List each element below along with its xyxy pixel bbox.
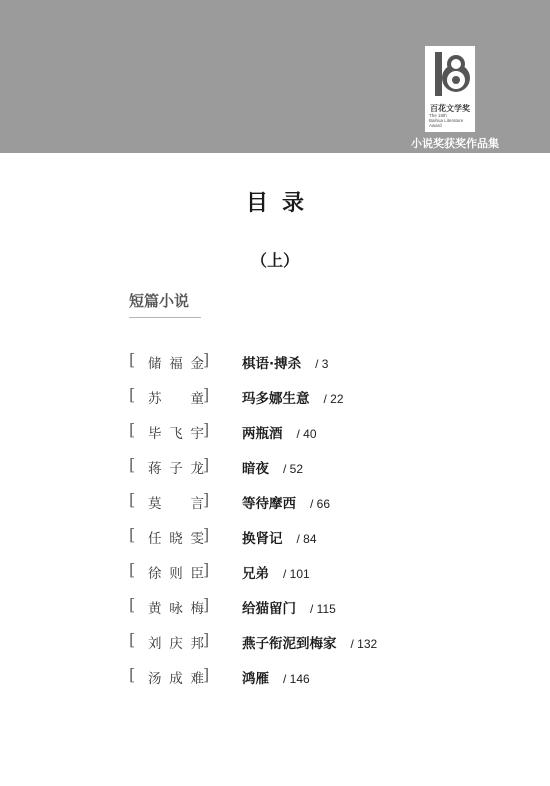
author-name: 储福金 xyxy=(148,356,204,372)
bracket-left: [ xyxy=(129,455,136,474)
award-logo-graphic xyxy=(425,46,475,102)
bracket-left: [ xyxy=(129,560,136,579)
bracket-right: ] xyxy=(203,525,210,544)
bracket-right: ] xyxy=(203,385,210,404)
story-title-line xyxy=(242,422,317,442)
story-title: 棋语·搏杀 xyxy=(242,356,302,372)
page-number: / 101 xyxy=(283,567,310,581)
story-title-line xyxy=(242,457,303,477)
award-logo xyxy=(425,46,475,132)
author-name: 毕飞宇 xyxy=(148,426,204,442)
story-title-line xyxy=(242,387,344,407)
author-name: 莫言 xyxy=(148,496,204,512)
story-title: 两瓶酒 xyxy=(242,426,283,442)
bracket-left: [ xyxy=(129,490,136,509)
page-number: / 52 xyxy=(283,462,304,476)
author-name: 刘庆邦 xyxy=(148,636,204,652)
story-title-line xyxy=(242,352,328,372)
bracket-right: ] xyxy=(203,665,210,684)
story-title: 换肾记 xyxy=(242,531,283,547)
page-number: / 146 xyxy=(283,672,310,686)
bracket-right: ] xyxy=(203,490,210,509)
toc-entry[interactable] xyxy=(0,626,550,661)
section-heading: 短篇小说 xyxy=(129,290,201,318)
author-name: 任晓雯 xyxy=(148,531,204,547)
bracket-right: ] xyxy=(203,630,210,649)
page-number: / 132 xyxy=(350,637,378,651)
story-title-line xyxy=(242,597,336,617)
volume-label: （上） xyxy=(250,251,299,270)
story-title-line xyxy=(242,492,330,512)
story-title: 等待摩西 xyxy=(242,496,296,512)
author-name: 苏童 xyxy=(148,391,204,407)
story-title: 玛多娜生意 xyxy=(242,391,310,407)
bracket-right: ] xyxy=(203,560,210,579)
bracket-left: [ xyxy=(129,665,136,684)
award-name-zh: 百花文学奖 xyxy=(430,104,470,113)
header-band xyxy=(0,0,550,153)
toc-entry[interactable] xyxy=(0,416,550,451)
bracket-left: [ xyxy=(129,595,136,614)
author-name: 蒋子龙 xyxy=(148,461,204,477)
bracket-left: [ xyxy=(129,630,136,649)
bracket-left: [ xyxy=(129,525,136,544)
bracket-left: [ xyxy=(129,420,136,439)
story-title: 给猫留门 xyxy=(242,601,296,617)
page-number: / 22 xyxy=(323,392,344,406)
story-title-line xyxy=(242,667,310,687)
toc-entry[interactable] xyxy=(0,661,550,696)
author-name: 黄咏梅 xyxy=(148,601,204,617)
award-name-en: The 18th Baihua Literature Award xyxy=(429,113,464,128)
toc-entry[interactable] xyxy=(0,451,550,486)
story-title-line xyxy=(242,632,377,652)
toc-entry[interactable] xyxy=(0,381,550,416)
page-number: / 40 xyxy=(296,427,317,441)
series-title: 小说奖获奖作品集 xyxy=(411,137,499,150)
story-title-line xyxy=(242,562,310,582)
bracket-left: [ xyxy=(129,385,136,404)
bracket-left: [ xyxy=(129,350,136,369)
story-title: 暗夜 xyxy=(242,461,269,477)
page-number: / 66 xyxy=(310,497,331,511)
toc-entry[interactable] xyxy=(0,591,550,626)
story-title: 兄弟 xyxy=(242,566,269,582)
toc-entry[interactable] xyxy=(0,486,550,521)
page-number: / 84 xyxy=(296,532,317,546)
story-title: 燕子衔泥到梅家 xyxy=(242,636,337,652)
bracket-right: ] xyxy=(203,350,210,369)
author-name: 徐则臣 xyxy=(148,566,204,582)
toc-list xyxy=(0,346,550,696)
page-number: / 115 xyxy=(310,602,336,616)
bracket-right: ] xyxy=(203,595,210,614)
bracket-right: ] xyxy=(203,420,210,439)
page-number: / 3 xyxy=(315,357,329,371)
toc-entry[interactable] xyxy=(0,346,550,381)
author-name: 汤成难 xyxy=(148,671,204,687)
toc-entry[interactable] xyxy=(0,556,550,591)
story-title: 鸿雁 xyxy=(242,671,269,687)
bracket-right: ] xyxy=(203,455,210,474)
toc-entry[interactable] xyxy=(0,521,550,556)
toc-title: 目录 xyxy=(245,191,318,216)
story-title-line xyxy=(242,527,317,547)
